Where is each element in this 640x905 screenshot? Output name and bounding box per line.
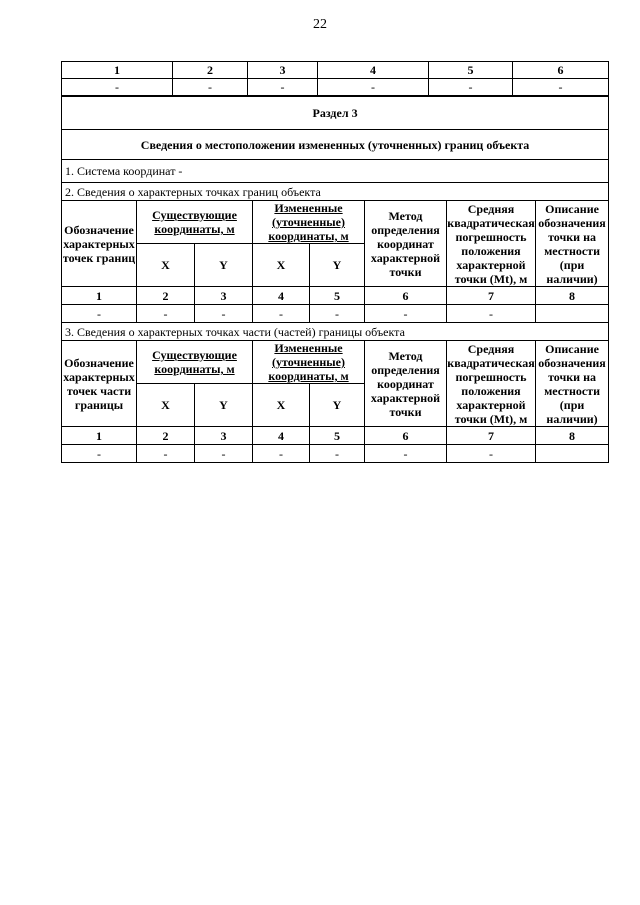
section-subtitle: Сведения о местоположении измененных (уточненных) границ объекта [62, 130, 609, 160]
table-cell: - [195, 445, 253, 463]
column-numbers-row [62, 427, 609, 445]
table-cell: - [137, 305, 195, 323]
column-number: 3 [195, 287, 253, 305]
table-cell: - [310, 305, 365, 323]
column-number: 6 [365, 427, 447, 445]
table-cell: - [173, 79, 248, 96]
table-header-row [62, 62, 609, 79]
column-numbers-row [62, 287, 609, 305]
col-description: Описание обозначения точки на местности (при наличии) [536, 341, 609, 427]
table-row [62, 305, 609, 323]
col-changed: Измененные (уточненные) координаты, м [253, 341, 365, 384]
points-heading: 2. Сведения о характерных точках границ объекта [62, 183, 609, 201]
column-number: 3 [195, 427, 253, 445]
column-number: 5 [310, 287, 365, 305]
col-existing: Существующие координаты, м [137, 341, 253, 384]
column-number: 7 [447, 287, 536, 305]
col-x: X [253, 384, 310, 427]
col-y: Y [310, 244, 365, 287]
column-number: 8 [536, 427, 609, 445]
col-x: X [137, 244, 195, 287]
table-cell [536, 445, 609, 463]
col-y: Y [195, 384, 253, 427]
table-cell: - [513, 79, 609, 96]
table-row [62, 445, 609, 463]
col-y: Y [195, 244, 253, 287]
coord-system-label: 1. Система координат - [62, 160, 609, 183]
col-designation: Обозначение характерных точек части границы [62, 341, 137, 427]
table-cell: - [447, 305, 536, 323]
column-number: 4 [253, 427, 310, 445]
column-number: 2 [137, 287, 195, 305]
table-cell: - [248, 79, 318, 96]
column-number: 7 [447, 427, 536, 445]
table-cell: - [365, 305, 447, 323]
col-designation: Обозначение характерных точек границ [62, 201, 137, 287]
col-error: Средняя квадратическая погрешность положения характерной точки (Mt), м [447, 341, 535, 426]
column-number: 1 [62, 62, 173, 79]
col-y: Y [310, 384, 365, 427]
section-title: Раздел 3 [62, 97, 609, 130]
column-number: 8 [536, 287, 609, 305]
table-cell: - [429, 79, 513, 96]
col-error: Средняя квадратическая погрешность положения характерной точки (Mt), м [447, 201, 535, 286]
continuation-table [61, 61, 609, 96]
section-title-row [62, 97, 609, 130]
table-cell: - [318, 79, 429, 96]
table-cell: - [310, 445, 365, 463]
table-cell: - [365, 445, 447, 463]
page-number: 22 [313, 17, 327, 32]
table-row [62, 79, 609, 96]
table-cell: - [253, 445, 310, 463]
column-number: 5 [310, 427, 365, 445]
table-cell: - [62, 79, 173, 96]
column-number: 5 [429, 62, 513, 79]
col-x: X [253, 244, 310, 287]
table-cell: - [62, 445, 137, 463]
column-number: 3 [248, 62, 318, 79]
col-x: X [137, 384, 195, 427]
col-method: Метод определения координат характерной точки [365, 201, 447, 287]
parts-heading: 3. Сведения о характерных точках части (частей) границы объекта [62, 323, 609, 341]
section-subtitle-row [62, 130, 609, 160]
col-method: Метод определения координат характерной точки [365, 341, 447, 427]
section-table [61, 96, 609, 463]
column-number: 1 [62, 427, 137, 445]
col-changed: Измененные (уточненные) координаты, м [253, 201, 365, 244]
column-number: 2 [137, 427, 195, 445]
table-cell: - [195, 305, 253, 323]
table-cell [536, 305, 609, 323]
column-number: 4 [318, 62, 429, 79]
table-cell: - [137, 445, 195, 463]
table-cell: - [447, 445, 536, 463]
column-number: 6 [365, 287, 447, 305]
table-cell: - [62, 305, 137, 323]
table-cell: - [253, 305, 310, 323]
col-description: Описание обозначения точки на местности (при наличии) [536, 201, 609, 287]
column-number: 2 [173, 62, 248, 79]
column-number: 4 [253, 287, 310, 305]
col-existing: Существующие координаты, м [137, 201, 253, 244]
column-number: 6 [513, 62, 609, 79]
column-number: 1 [62, 287, 137, 305]
